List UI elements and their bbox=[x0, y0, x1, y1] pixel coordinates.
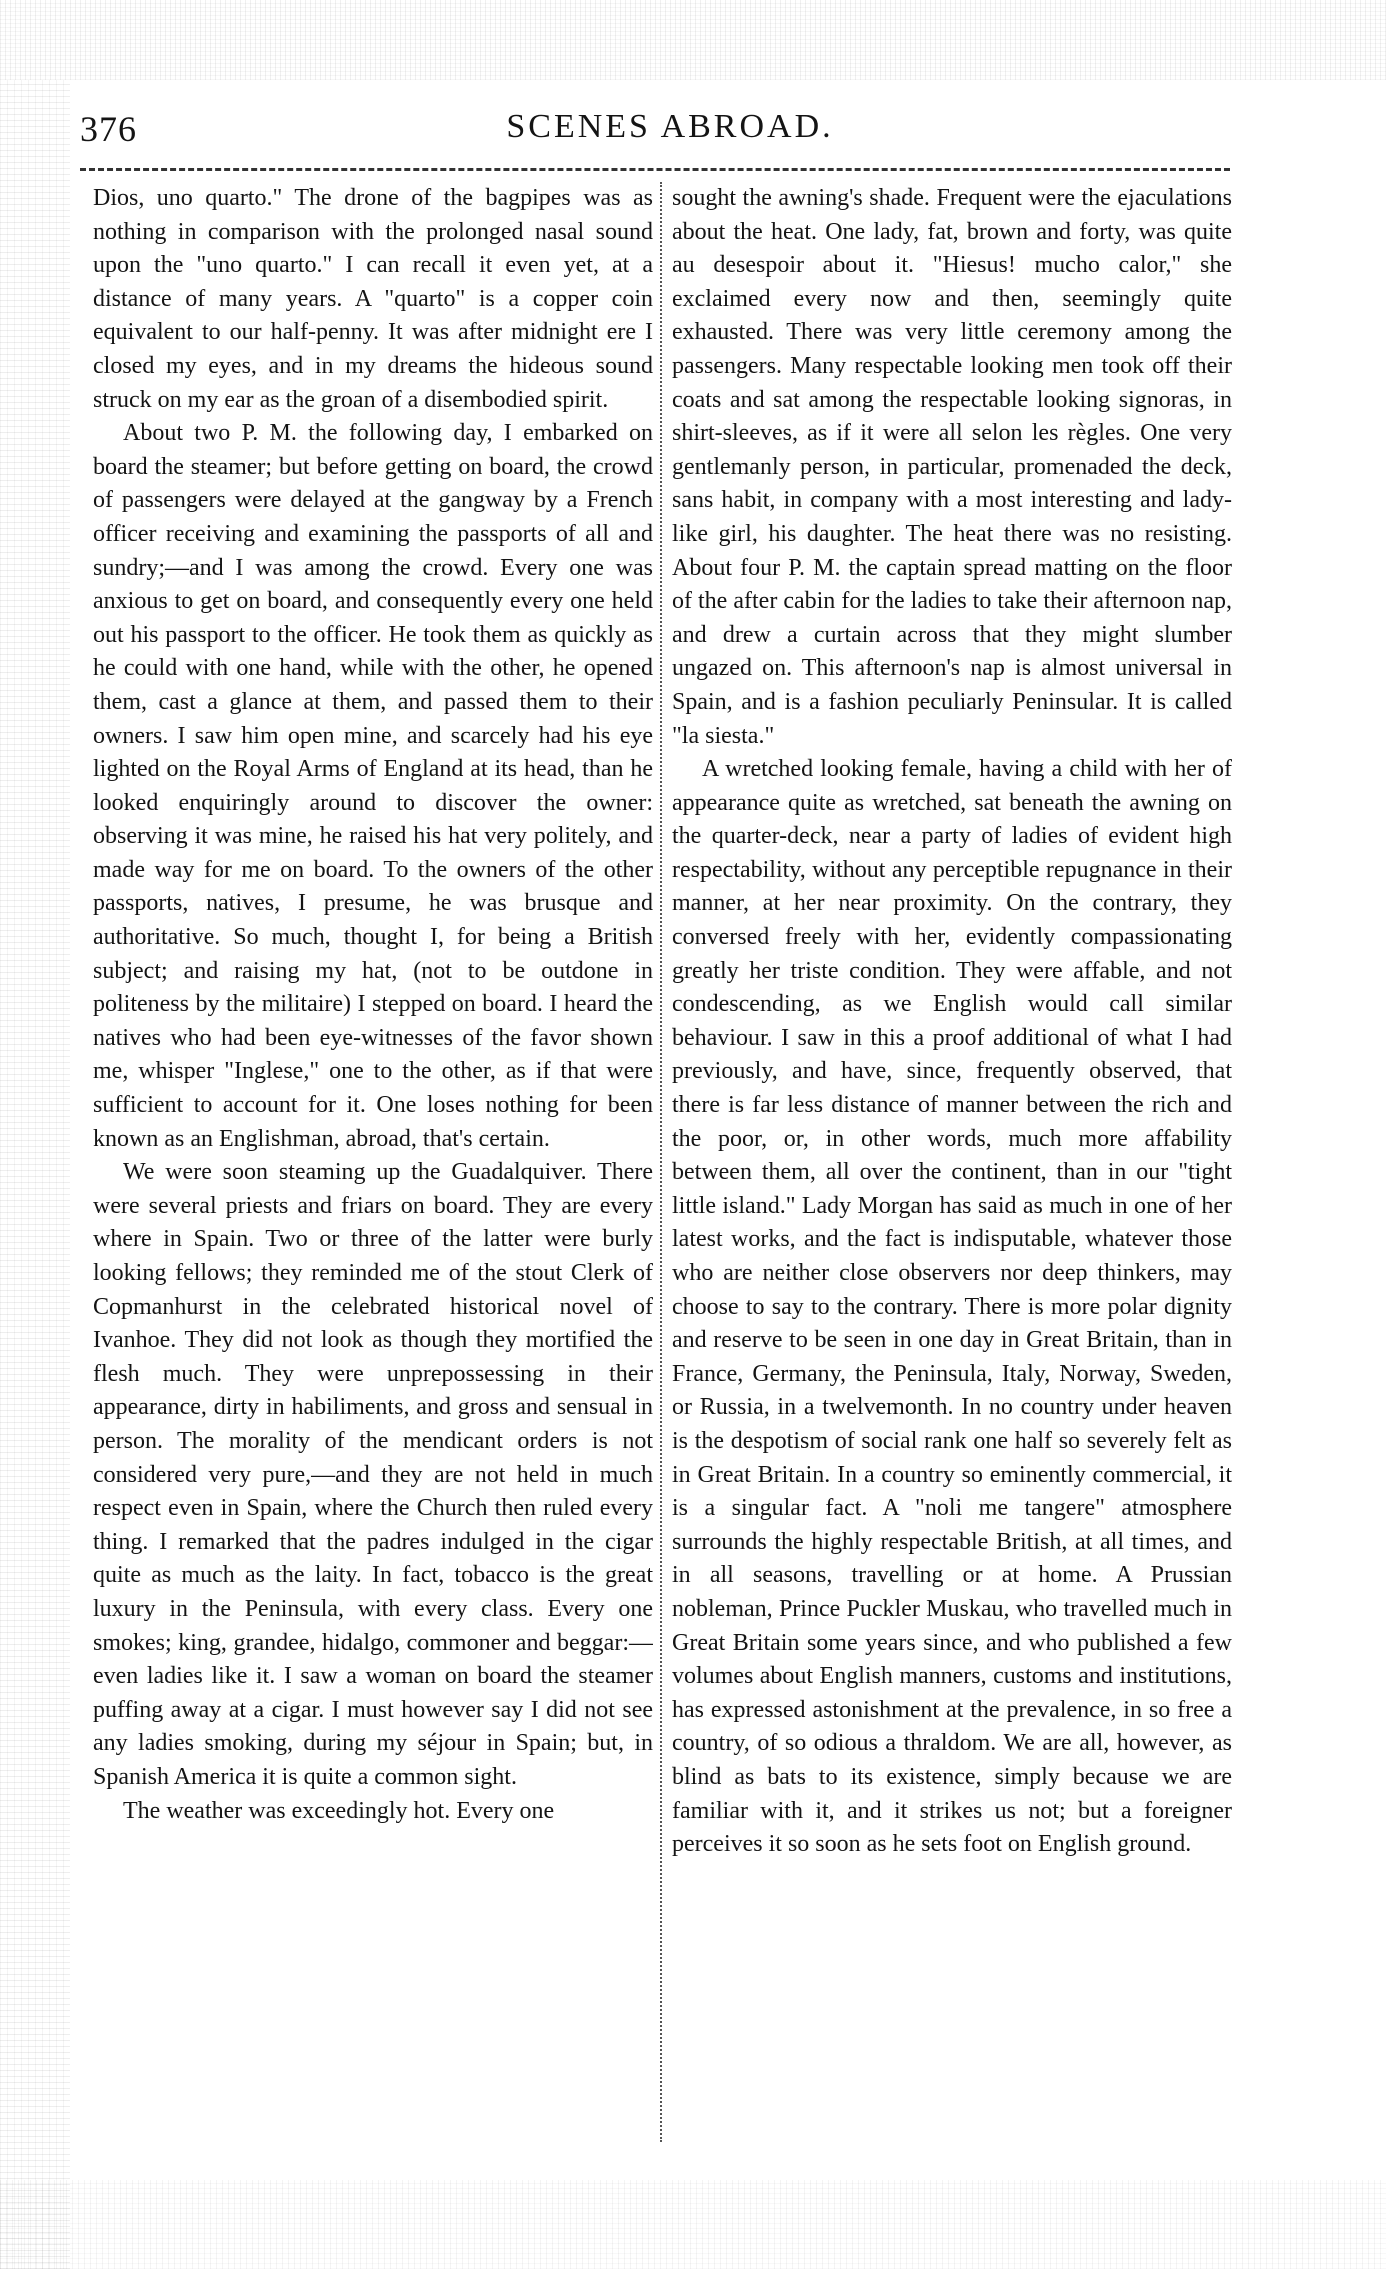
scan-noise-top bbox=[0, 0, 1386, 80]
header-rule bbox=[80, 168, 1230, 171]
scan-noise-bottom bbox=[0, 2180, 1386, 2269]
left-column bbox=[93, 182, 653, 2142]
running-head: SCENES ABROAD. bbox=[506, 108, 834, 145]
paragraph: About two P. M. the following day, I embarked on board the steamer; but before getting on board, the crowd of passengers were delayed at the gangway by a French officer receiving and examining the passports of all and sundry;—and I was among the crowd. Every one was anxious to get on board, and consequently every one held out his passport to the officer. He took them as quickly as he could with one hand, while with the other, he opened them, cast a glance at them, and passed them to their owners. I saw him open mine, and scarcely had his eye lighted on the Royal Arms of England at its head, than he looked enquiringly around to discover the owner: observing it was mine, he raised his hat very politely, and made way for me on board. To the owners of the other passports, natives, I presume, he was brusque and authoritative. So much, thought I, for being a British subject; and raising my hat, (not to be outdone in politeness by the militaire) I stepped on board. I heard the natives who had been eye-witnesses of the favor shown me, whisper "Inglese," one to the other, as if that were sufficient to account for it. One loses nothing for been known as an Englishman, abroad, that's certain. bbox=[93, 420, 653, 1152]
column-divider bbox=[660, 182, 662, 2142]
paragraph: The weather was exceedingly hot. Every one bbox=[123, 1797, 555, 1824]
paragraph: We were soon steaming up the Guadalquiver. There were several priests and friars on board. They are every where in Spain. Two or three of the latter were burly looking fellows; they reminded me of the stout Clerk of Copmanhurst in the celebrated historical novel of Ivanhoe. They did not look as though they mortified the flesh much. They were unprepossessing in their appearance, dirty in habiliments, and gross and sensual in person. The morality of the mendicant orders is not considered very pure,—and they are not held in much respect even in Spain, where the Church then ruled every thing. I remarked that the padres indulged in the cigar quite as much as the laity. In fact, tobacco is the great luxury in the Peninsula, with every class. Every one smokes; king, grandee, hidalgo, commoner and beggar:—even ladies like it. I saw a woman on board the steamer puffing away at a cigar. I must however say I did not see any ladies smoking, during my séjour in Spain; but, in Spanish America it is quite a common sight. bbox=[93, 1159, 653, 1790]
paragraph: A wretched looking female, having a child with her of appearance quite as wretched, sat beneath the awning on the quarter-deck, near a party of ladies of evident high respectability, without any perceptible repugnance in their manner, at her near proximity. On the contrary, they conversed freely with her, evidently compassionating greatly her triste condition. They were affable, and not condescending, as we English would call similar behaviour. I saw in this a proof additional of what I had previously, and have, since, frequently observed, that there is far less distance of manner between the rich and the poor, or, in other words, much more affability between them, all over the continent, than in our "tight little island." Lady Morgan has said as much in one of her latest works, and the fact is indisputable, whatever those who are neither close observers nor deep thinkers, may choose to say to the contrary. There is more polar dignity and reserve to be seen in one day in Great Britain, than in France, Germany, the Peninsula, Italy, Norway, Sweden, or Russia, in a twelvemonth. In no country under heaven is the despotism of social rank one half so severely felt as in Great Britain. In a country so eminently commercial, it is a singular fact. A "noli me tangere" atmosphere surrounds the highly respectable British, at all times, and in all seasons, travelling or at home. A Prussian nobleman, Prince Puckler Muskau, who travelled much in Great Britain some years since, and who published a few volumes about English manners, customs and institutions, has expressed astonishment at the prevalence, in so free a country, of so odious a thraldom. We are all, however, as blind as bats to its existence, simply because we are familiar with it, and it strikes us not; but a foreigner perceives it so soon as he sets foot on English ground. bbox=[672, 756, 1232, 1858]
scan-noise-left bbox=[0, 80, 70, 2269]
page-number: 376 bbox=[80, 109, 137, 149]
paragraph: Dios, uno quarto." The drone of the bagpipes was as nothing in comparison with the prolonged nasal sound upon the "uno quarto." I can recall it even yet, at a distance of many years. A "quarto" is a copper coin equivalent to our half-penny. It was after midnight ere I closed my eyes, and in my dreams the hideous sound struck on my ear as the groan of a disembodied spirit. bbox=[93, 185, 653, 413]
page-header bbox=[80, 108, 1230, 158]
paragraph: sought the awning's shade. Frequent were the ejaculations about the heat. One lady, fat, brown and forty, was quite au desespoir about it. "Hiesus! mucho calor," she exclaimed every now and then, seemingly quite exhausted. There was very little ceremony among the passengers. Many respectable looking men took off their coats and sat among the respectable looking signoras, in shirt-sleeves, as if it were all selon les règles. One very gentlemanly person, in particular, promenaded the deck, sans habit, in company with a most interesting and lady-like girl, his daughter. The heat there was no resisting. About four P. M. the captain spread matting on the floor of the after cabin for the ladies to take their afternoon nap, and drew a curtain across that they might slumber ungazed on. This afternoon's nap is almost universal in Spain, and is a fashion peculiarly Peninsular. It is called "la siesta." bbox=[672, 185, 1232, 749]
right-column bbox=[672, 182, 1232, 2142]
